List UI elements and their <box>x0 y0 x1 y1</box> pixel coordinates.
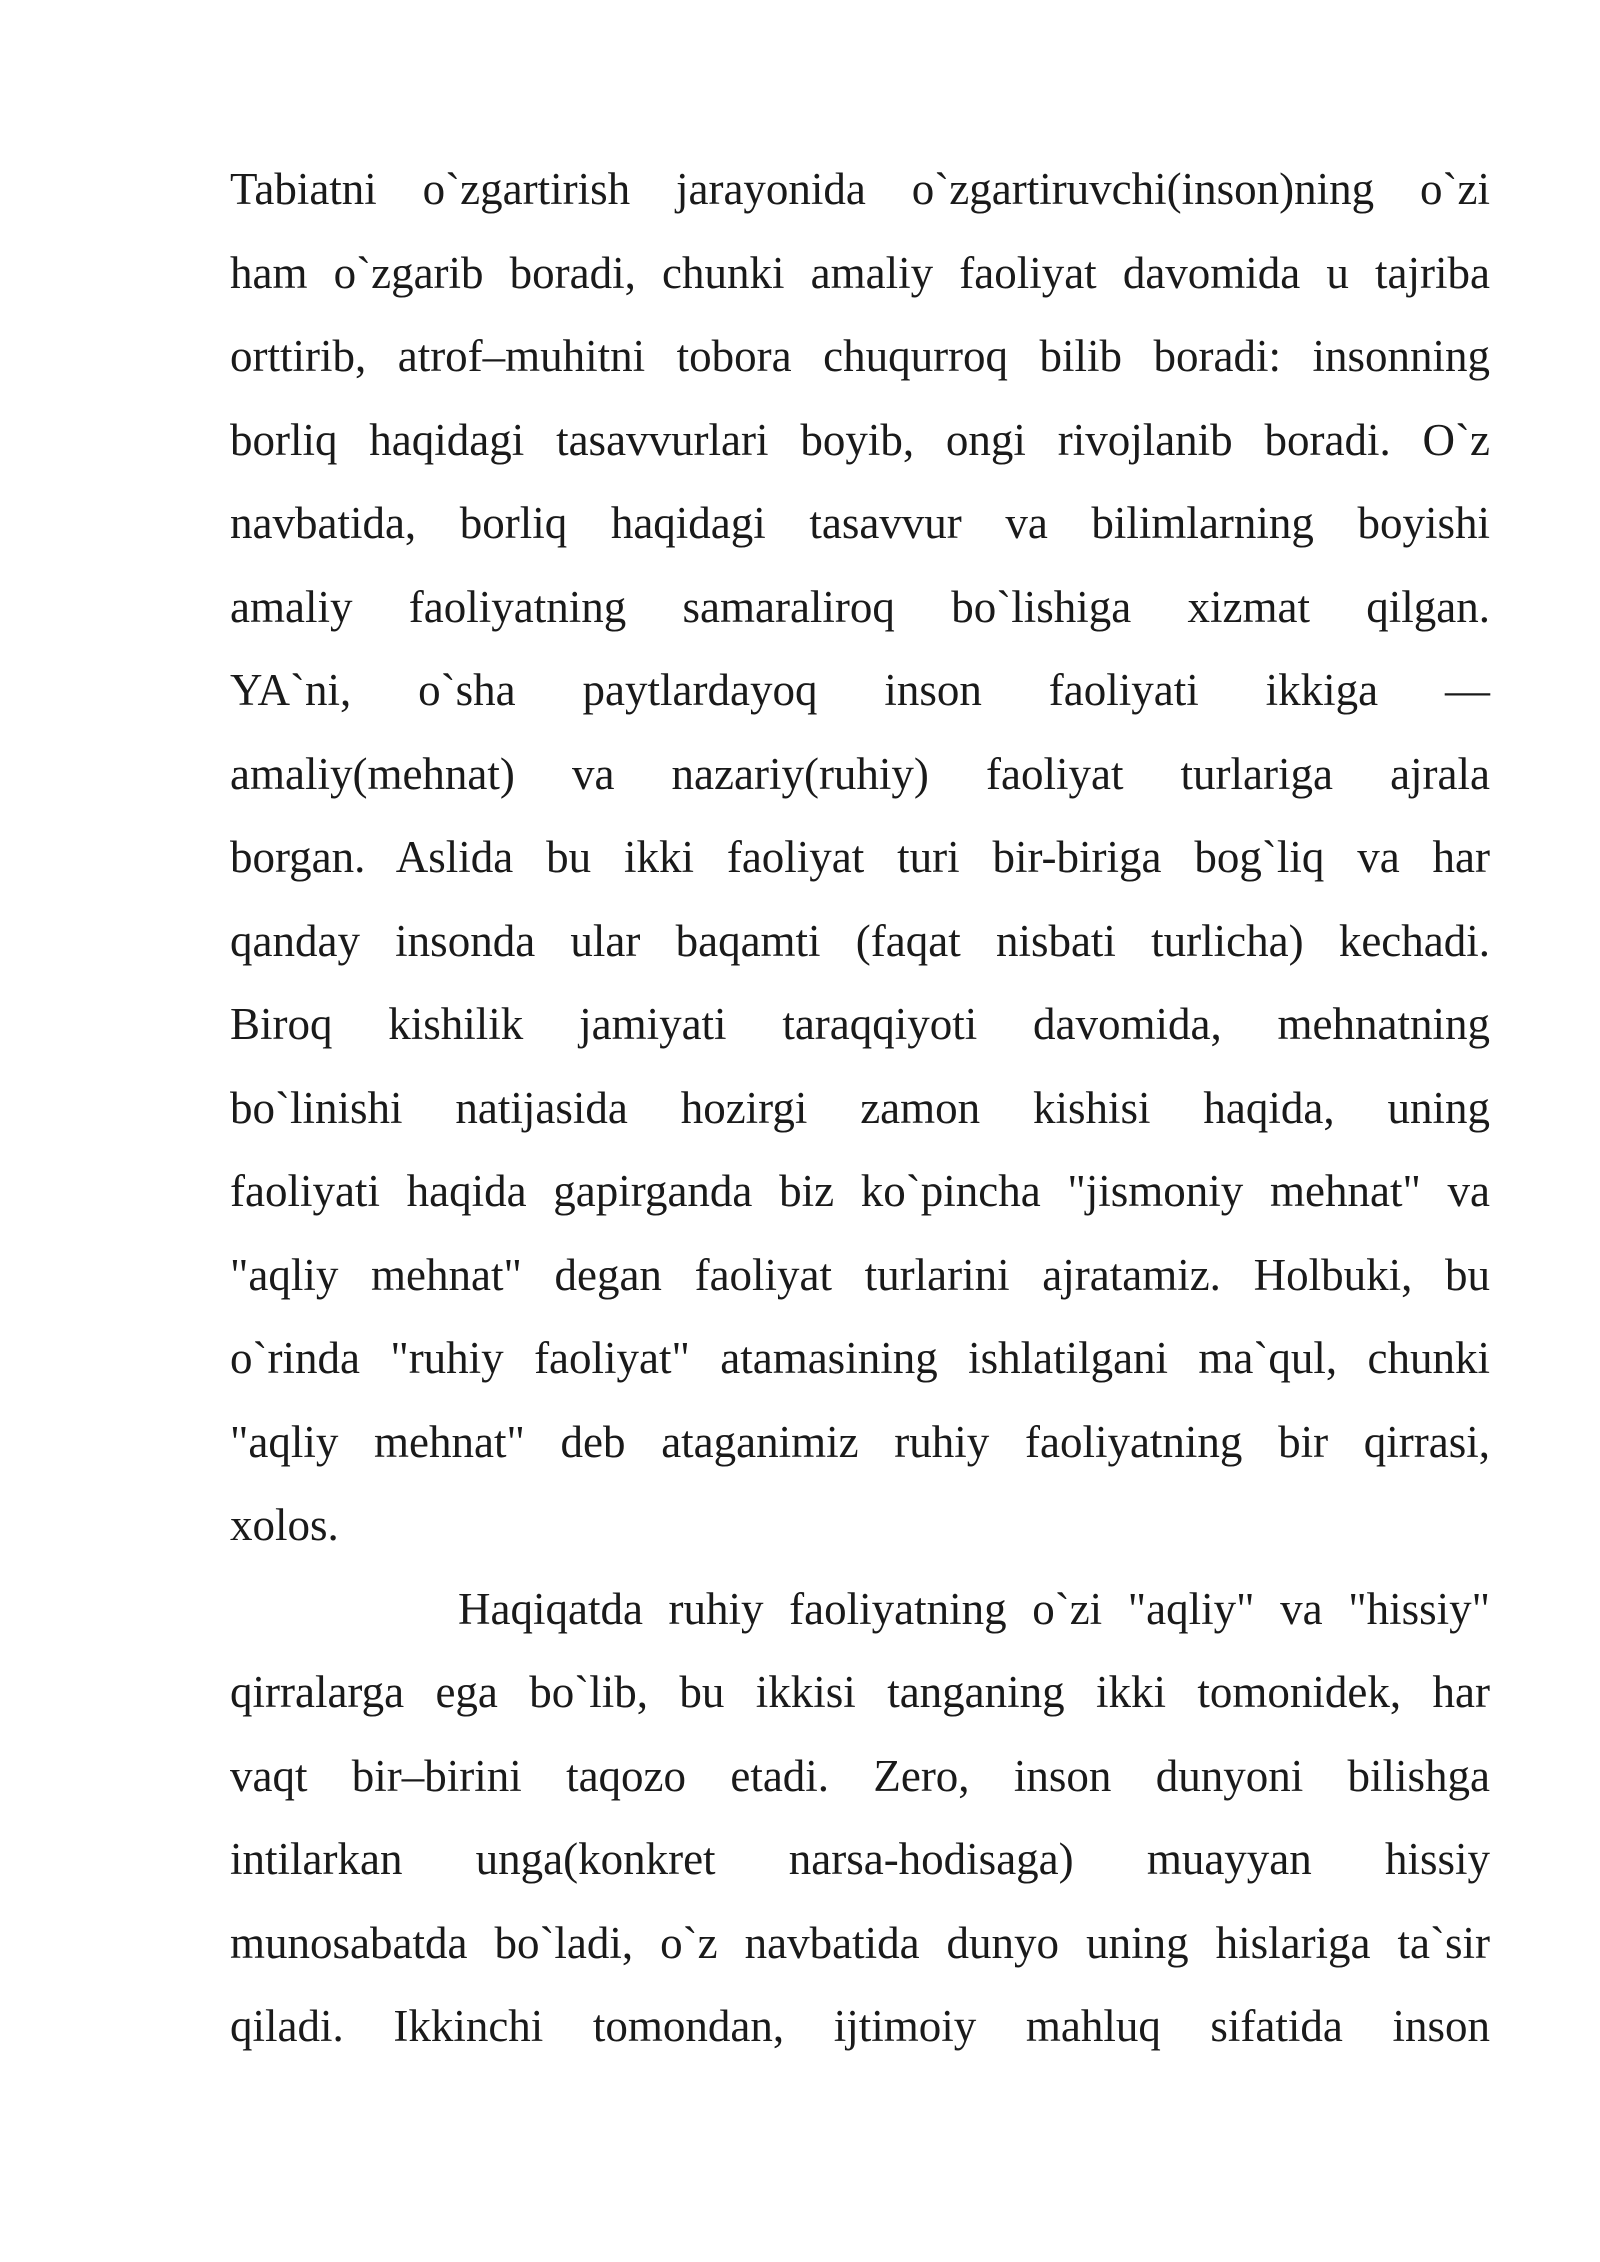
text-line: borgan. Aslida bu ikki faoliyat turi bir-biriga bog`liq va har <box>230 832 1490 882</box>
text-line: amaliy(mehnat) va nazariy(ruhiy) faoliyat turlariga ajrala <box>230 748 1490 799</box>
text-line: xolos. <box>230 1500 339 1550</box>
text-line: "aqliy mehnat" deb ataganimiz ruhiy faoliyatning bir qirrasi, <box>230 1416 1490 1467</box>
text-line: YA`ni, o`sha paytlardayoq inson faoliyati ikkiga — <box>230 665 1490 715</box>
text-line: munosabatda bo`ladi, o`z navbatida dunyo uning hislariga ta`sir <box>230 1917 1490 1968</box>
text-line: Tabiatni o`zgartirish jarayonida o`zgartiruvchi(inson)ning o`zi <box>230 164 1490 214</box>
text-line: faoliyati haqida gapirganda biz ko`pincha "jismoniy mehnat" va <box>230 1166 1490 1216</box>
text-line: amaliy faoliyatning samaraliroq bo`lishiga xizmat qilgan. <box>230 581 1490 632</box>
text-line: orttirib, atrof–muhitni tobora chuqurroq bilib boradi: insonning <box>230 331 1490 381</box>
text-line: intilarkan unga(konkret narsa-hodisaga) muayyan hissiy <box>230 1834 1490 1884</box>
text-line: navbatida, borliq haqidagi tasavvur va bilimlarning boyishi <box>230 498 1490 548</box>
document-body <box>230 148 1490 2069</box>
text-line: "aqliy mehnat" degan faoliyat turlarini ajratamiz. Holbuki, bu <box>230 1249 1490 1300</box>
text-line: qirralarga ega bo`lib, bu ikkisi tanganing ikki tomonidek, har <box>230 1667 1490 1717</box>
text-line: Biroq kishilik jamiyati taraqqiyoti davomida, mehnatning <box>230 999 1490 1049</box>
text-line: qiladi. Ikkinchi tomondan, ijtimoiy mahluq sifatida inson <box>230 2001 1490 2051</box>
text-line: ham o`zgarib boradi, chunki amaliy faoliyat davomida u tajriba <box>230 247 1490 298</box>
text-line: qanday insonda ular baqamti (faqat nisbati turlicha) kechadi. <box>230 915 1490 966</box>
text-line: bo`linishi natijasida hozirgi zamon kishisi haqida, uning <box>230 1082 1490 1133</box>
text-line: o`rinda "ruhiy faoliyat" atamasining ishlatilgani ma`qul, chunki <box>230 1333 1490 1383</box>
text-line: borliq haqidagi tasavvurlari boyib, ongi rivojlanib boradi. O`z <box>230 414 1490 465</box>
paragraph-2 <box>230 1568 1490 2069</box>
text-line: Haqiqatda ruhiy faoliyatning o`zi "aqliy" va "hissiy" <box>458 1583 1490 1634</box>
text-line: vaqt bir–birini taqozo etadi. Zero, inson dunyoni bilishga <box>230 1750 1490 1801</box>
paragraph-1 <box>230 148 1490 1568</box>
